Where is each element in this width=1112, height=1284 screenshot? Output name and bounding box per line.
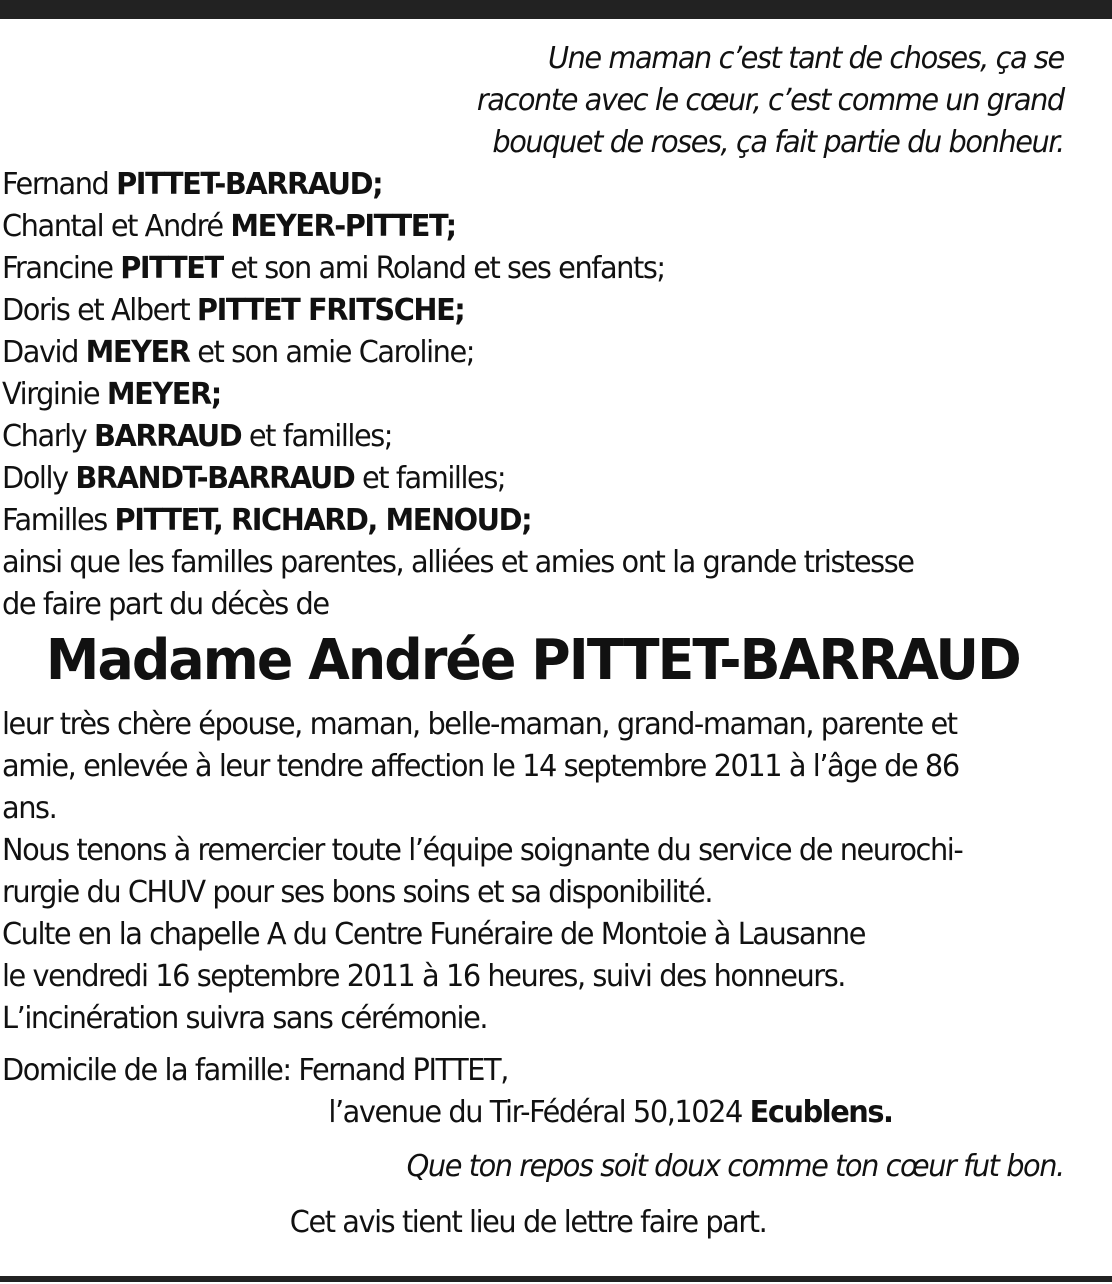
- announcement: [2, 542, 1064, 626]
- body-line: amie, enlevée à leur tendre affection le 14 septembre 2011 à l’âge de 86: [2, 749, 959, 784]
- body-line: L’incinération suivra sans cérémonie.: [2, 1001, 488, 1036]
- mourner-note: et familles;: [354, 461, 506, 496]
- mourner-given: Charly: [2, 419, 94, 454]
- body-line: le vendredi 16 septembre 2011 à 16 heures, suivi des honneurs.: [2, 959, 845, 994]
- mourner-given: Francine: [2, 251, 121, 286]
- thanks-paragraph: [2, 830, 1064, 914]
- domicile-row: [2, 1050, 1064, 1092]
- mourner-note: et familles;: [241, 419, 393, 454]
- service-paragraph: [2, 914, 1064, 1040]
- mourner-surname: BRANDT-BARRAUD: [75, 461, 355, 496]
- mourner-row: [2, 332, 1064, 374]
- poem-line: Une maman c’est tant de choses, ça se: [547, 41, 1064, 76]
- announcement-line: de faire part du décès de: [2, 587, 329, 622]
- closing-note: Cet avis tient lieu de lettre faire part.: [289, 1205, 767, 1240]
- top-rule: [0, 0, 1112, 19]
- poem: [2, 38, 1064, 164]
- mourner-surname: PITTET-BARRAUD;: [116, 167, 383, 202]
- mourner-surname: PITTET FRITSCHE;: [196, 293, 465, 328]
- mourner-given: Virginie: [2, 377, 107, 412]
- mourner-surname: PITTET: [120, 251, 223, 286]
- mourner-row: [2, 500, 1064, 542]
- closing-quote: Que ton repos soit doux comme ton cœur fut bon.: [406, 1149, 1064, 1184]
- poem-line: raconte avec le cœur, c’est comme un grand: [476, 83, 1064, 118]
- poem-line: bouquet de roses, ça fait partie du bonheur.: [492, 125, 1064, 160]
- body-line: rurgie du CHUV pour ses bons soins et sa disponibilité.: [2, 875, 713, 910]
- body-line: Nous tenons à remercier toute l’équipe soignante du service de neurochi-: [2, 833, 963, 868]
- bottom-rule: [0, 1276, 1112, 1282]
- obituary-notice: [2, 38, 1064, 1244]
- body-line: Culte en la chapelle A du Centre Funéraire de Montoie à Lausanne: [2, 917, 865, 952]
- mourner-row: [2, 248, 1064, 290]
- mourner-given: Dolly: [2, 461, 76, 496]
- mourner-surname: BARRAUD: [93, 419, 242, 454]
- tribute-paragraph: [2, 704, 1064, 830]
- mourner-note: et son ami Roland et ses enfants;: [222, 251, 665, 286]
- mourner-given: David: [2, 335, 86, 370]
- mourner-note: et son amie Caroline;: [189, 335, 475, 370]
- mourner-surname: MEYER: [85, 335, 190, 370]
- domicile-city: Ecublens.: [749, 1095, 893, 1130]
- mourners-list: [2, 164, 1064, 542]
- domicile-label: Domicile de la famille:: [2, 1053, 299, 1088]
- mourner-given: Familles: [2, 503, 115, 538]
- mourner-row: [2, 374, 1064, 416]
- mourner-row: [2, 164, 1064, 206]
- body-line: ans.: [2, 791, 57, 826]
- mourner-row: [2, 206, 1064, 248]
- mourner-row: [2, 290, 1064, 332]
- deceased-name: Madame Andrée PITTET-BARRAUD: [45, 628, 1020, 693]
- domicile-address: l’avenue du Tir-Fédéral 50,1024: [328, 1095, 750, 1130]
- domicile-address-row: [2, 1092, 1064, 1134]
- mourner-surname: MEYER;: [106, 377, 221, 412]
- mourner-surname: MEYER-PITTET;: [230, 209, 456, 244]
- domicile-contact: Fernand PITTET,: [298, 1053, 508, 1088]
- mourner-row: [2, 416, 1064, 458]
- mourner-given: Chantal et André: [2, 209, 231, 244]
- body-line: leur très chère épouse, maman, belle-maman, grand-maman, parente et: [2, 707, 957, 742]
- mourner-given: Fernand: [2, 167, 117, 202]
- family-domicile: [2, 1050, 1064, 1134]
- mourner-row: [2, 458, 1064, 500]
- mourner-surname: PITTET, RICHARD, MENOUD;: [114, 503, 532, 538]
- mourner-given: Doris et Albert: [2, 293, 197, 328]
- announcement-line: ainsi que les familles parentes, alliées et amies ont la grande tristesse: [2, 545, 914, 580]
